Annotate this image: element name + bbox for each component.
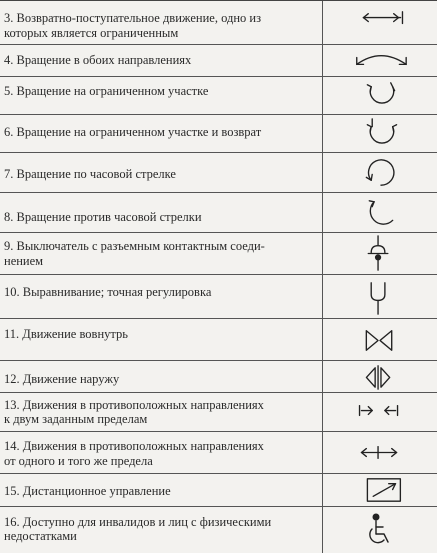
rotation-both-directions-icon [323,45,437,76]
row-text-line: 9. Выключатель с разъемным контактным соеди- [4,239,265,253]
row-text-line: 11. Движение вовнутрь [4,327,128,341]
row-description [0,193,323,232]
reciprocating-limited-icon [323,1,437,44]
row-description [0,275,323,318]
table-row [0,275,437,319]
row-description [0,361,323,392]
row-description [0,1,323,44]
detachable-switch-icon [323,233,437,274]
row-text-line: от одного и того же предела [4,454,153,468]
rotation-clockwise-icon [323,153,437,192]
row-text-line: которых является ограниченным [4,26,179,40]
row-text-line: 6. Вращение на ограниченном участке и возврат [4,125,262,139]
rotation-limited-return-icon [323,115,437,152]
table-row [0,474,437,507]
row-description [0,507,323,553]
row-text-line: 13. Движения в противоположных направлениях [4,398,264,412]
outward-motion-icon [323,361,437,392]
table-row [0,153,437,193]
row-text-line: 3. Возвратно-поступательное движение, одно из [4,11,262,25]
row-description [0,319,323,360]
table-row [0,115,437,153]
row-text-line: недостатками [4,529,77,543]
row-description [0,45,323,76]
table-row [0,393,437,432]
row-text-line: к двум заданным пределам [4,412,148,426]
table-row [0,193,437,233]
row-description [0,432,323,473]
table-row [0,507,437,553]
row-text-line: 15. Дистанционное управление [4,484,171,498]
table-row [0,233,437,275]
row-description [0,474,323,506]
wheelchair-icon [323,507,437,553]
table-row [0,1,437,45]
remote-control-icon [323,474,437,506]
row-text-line: 14. Движения в противоположных направлениях [4,439,264,453]
row-text-line: 5. Вращение на ограниченном участке [4,84,209,98]
row-text-line: нением [4,254,44,268]
inward-motion-icon [323,319,437,360]
row-description [0,153,323,192]
row-text-line: 12. Движение наружу [4,372,120,386]
row-description [0,393,323,431]
table-row [0,45,437,77]
opposite-to-limits-icon [323,393,437,431]
alignment-icon [323,275,437,318]
table-row [0,432,437,474]
opposite-from-limit-icon [323,432,437,473]
table-row [0,319,437,361]
row-text-line: 7. Вращение по часовой стрелке [4,167,176,181]
rotation-limited-icon [323,77,437,114]
row-text-line: 10. Выравнивание; точная регулировка [4,285,212,299]
row-text-line: 4. Вращение в обоих направлениях [4,53,192,67]
row-description [0,77,323,114]
rotation-counterclockwise-icon [323,193,437,232]
row-description [0,115,323,152]
row-text-line: 8. Вращение против часовой стрелки [4,210,202,224]
table-row [0,361,437,393]
table-row [0,77,437,115]
row-text-line: 16. Доступно для инвалидов и лиц с физическими [4,515,272,529]
row-description [0,233,323,274]
